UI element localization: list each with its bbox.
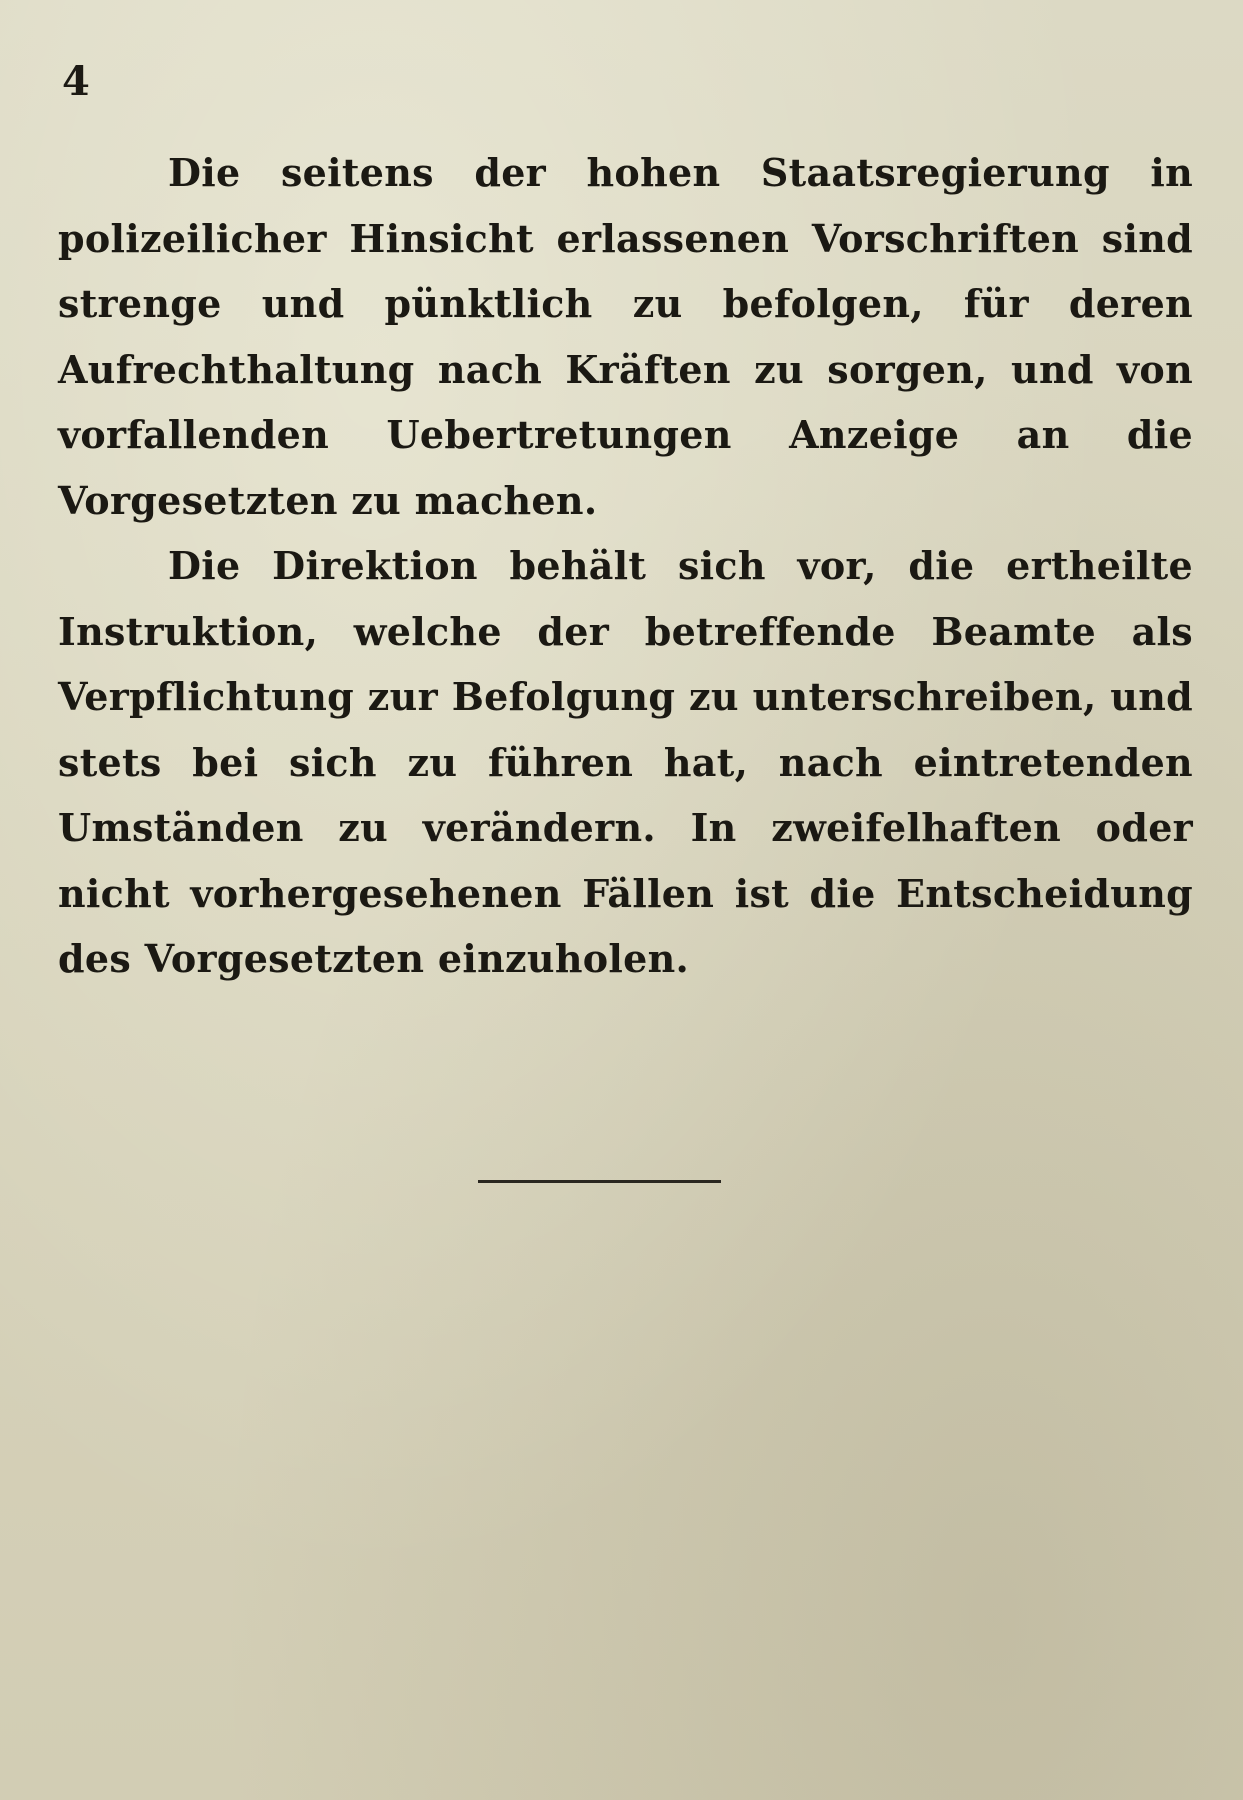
- paragraph-2: Die Direktion behält sich vor, die ertheilte Instruktion, welche der betreffende Beamte als Verpflichtung zur Befolgung zu unterschreiben, und stets bei sich zu führen hat, nach eintretenden Umständen zu verändern. In zweifelhaften oder nicht vorhergesehenen Fällen ist die Entscheidung des Vorgesetzten einzuholen.: [58, 543, 1193, 981]
- paragraph-1: Die seitens der hohen Staatsregierung in polizeilicher Hinsicht erlassenen Vorschriften sind strenge und pünktlich zu befolgen, für deren Aufrechthaltung nach Kräften zu sorgen, und von vorfallenden Uebertretungen Anzeige an die Vorgesetzten zu machen.: [58, 150, 1193, 523]
- body-text: [58, 140, 1193, 992]
- page-number: 4: [62, 58, 90, 105]
- section-end-rule: [478, 1180, 721, 1183]
